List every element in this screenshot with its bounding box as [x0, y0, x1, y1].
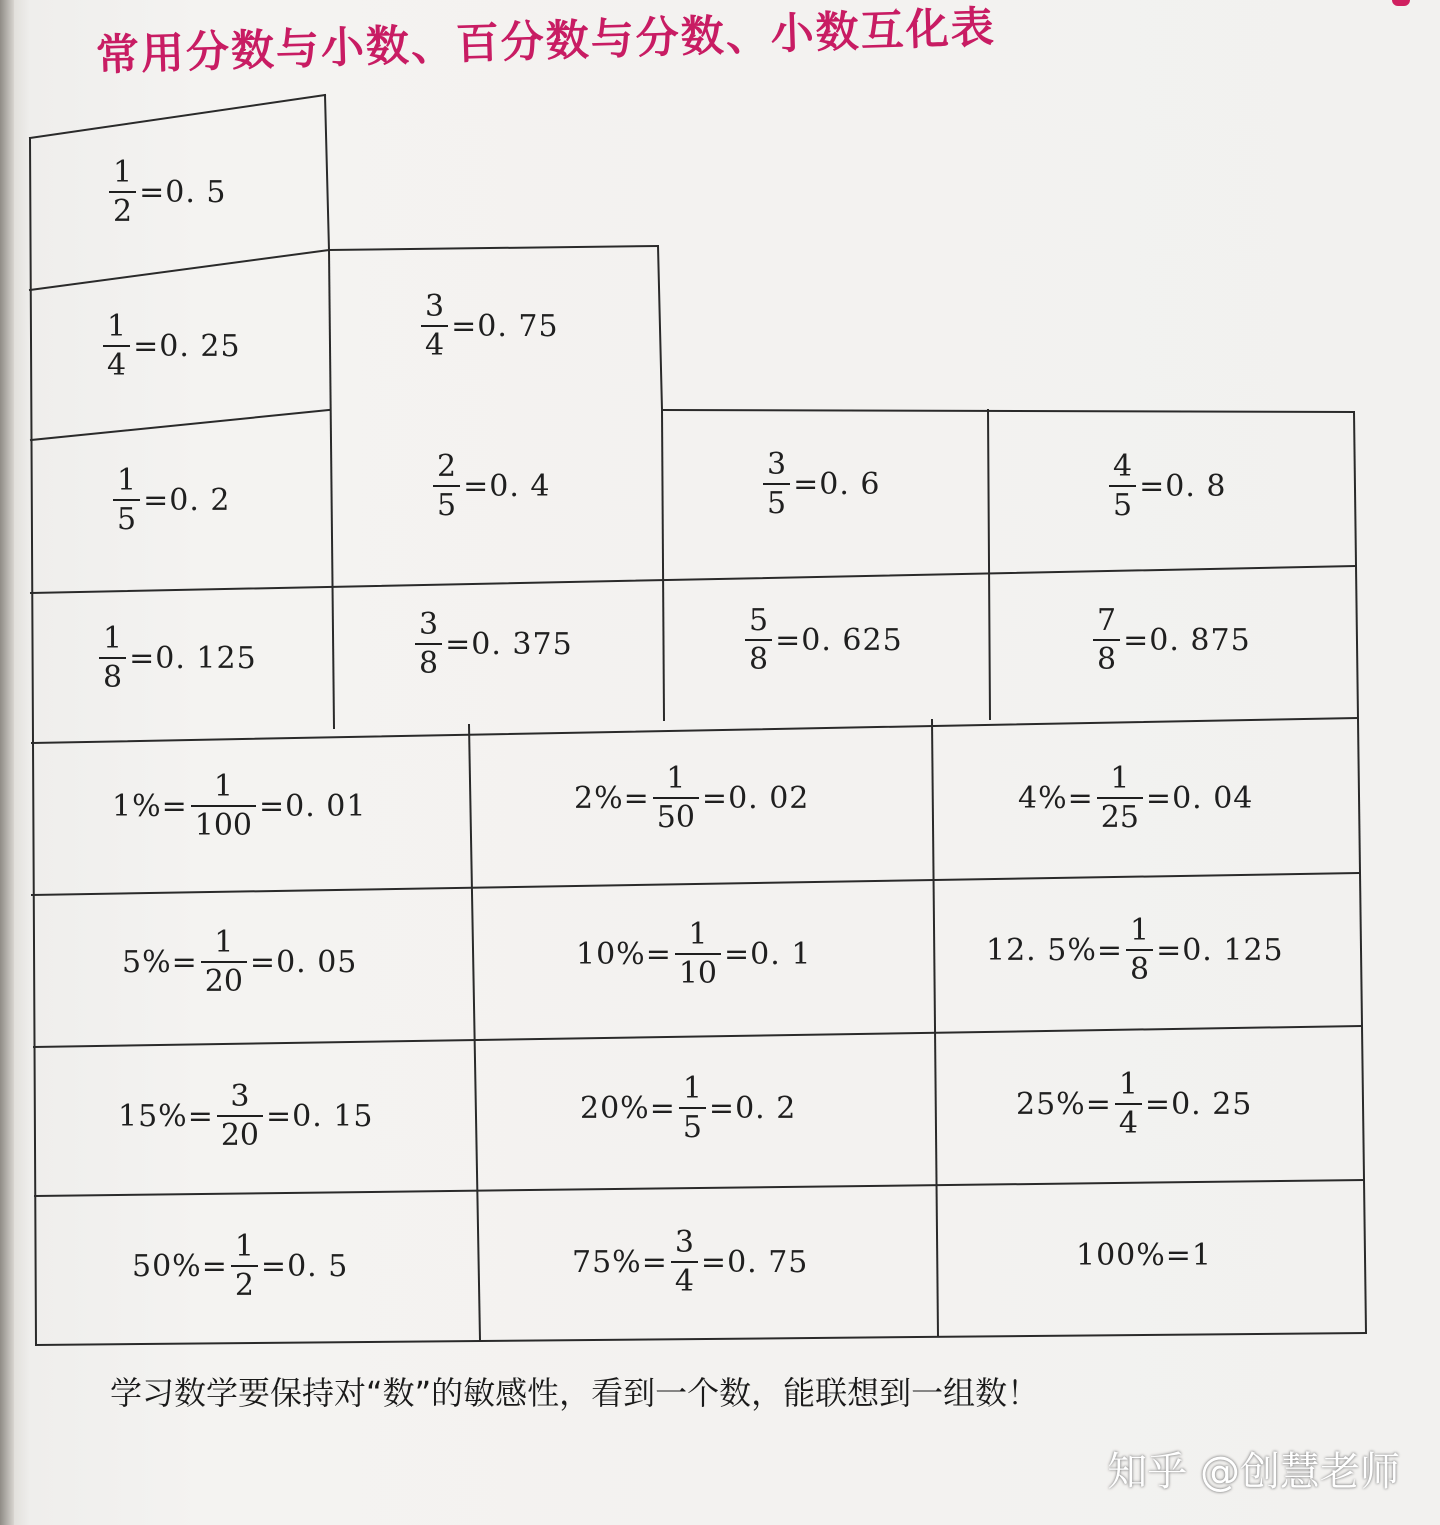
decimal-value: 0. 01	[285, 789, 367, 824]
equals-sign: =	[129, 641, 156, 676]
equals-sign: =	[641, 1245, 668, 1280]
equals-sign: =	[1165, 1238, 1192, 1273]
fraction	[191, 769, 256, 843]
equals-sign: =	[700, 1245, 728, 1280]
denominator: 2	[231, 1265, 258, 1301]
grid-line	[31, 566, 1355, 593]
numerator: 3	[767, 447, 787, 482]
denominator: 8	[99, 657, 126, 693]
fraction	[745, 603, 772, 677]
numerator: 1	[103, 621, 123, 656]
percent-cell	[986, 913, 1284, 987]
fraction	[109, 155, 136, 229]
denominator: 5	[1109, 485, 1136, 521]
numerator: 1	[1129, 913, 1150, 948]
denominator: 8	[1126, 949, 1153, 985]
grid-line	[329, 250, 334, 728]
equals-sign: =	[1096, 933, 1123, 968]
equals-sign: =	[1145, 781, 1173, 816]
percent-value: 75%	[572, 1245, 642, 1280]
equals-sign: =	[701, 781, 729, 816]
percent-cell	[1016, 1067, 1253, 1141]
fraction	[103, 309, 130, 383]
fraction	[99, 621, 126, 695]
fraction-cell	[760, 447, 881, 521]
percent-value: 50%	[132, 1249, 202, 1284]
equals-sign: =	[793, 467, 820, 502]
decimal-value: 0. 15	[292, 1099, 374, 1134]
grid-line	[36, 1333, 1366, 1345]
fraction	[1126, 913, 1153, 987]
fraction-cell	[430, 449, 551, 523]
denominator: 8	[415, 643, 442, 679]
denominator: 20	[217, 1115, 263, 1151]
numerator: 3	[419, 607, 439, 642]
equals-sign: =	[1139, 469, 1166, 504]
denominator: 8	[1093, 639, 1120, 675]
equals-sign: =	[187, 1099, 214, 1134]
equals-sign: =	[249, 945, 277, 980]
percent-value: 10%	[576, 937, 646, 972]
grid-line	[988, 410, 990, 719]
numerator: 5	[749, 603, 769, 638]
fraction-cell	[742, 603, 903, 677]
grid-line	[662, 410, 1354, 412]
fraction	[1109, 449, 1136, 523]
decimal-value: 0. 25	[1171, 1087, 1253, 1122]
denominator: 2	[109, 191, 136, 227]
equals-sign: =	[259, 789, 286, 824]
decimal-value: 0. 125	[155, 641, 257, 676]
decimal-value: 0. 1	[750, 937, 812, 972]
fraction-cell	[418, 289, 559, 363]
grid-line	[31, 410, 329, 440]
numerator: 4	[1113, 449, 1133, 484]
equals-sign: =	[171, 945, 198, 980]
denominator: 4	[103, 345, 130, 381]
percent-value: 12. 5%	[986, 933, 1097, 968]
equals-sign: =	[1156, 933, 1183, 968]
numerator: 2	[437, 449, 457, 484]
fraction	[1093, 603, 1120, 677]
percent-cell	[580, 1071, 797, 1145]
decimal-value: 0. 125	[1182, 933, 1284, 968]
fraction	[231, 1229, 258, 1303]
denominator: 5	[113, 499, 140, 535]
fraction	[1097, 761, 1143, 835]
percent-value: 15%	[118, 1099, 188, 1134]
grid-line	[35, 1180, 1364, 1196]
fraction	[679, 1071, 706, 1145]
grid-line	[30, 138, 36, 1345]
percent-value: 25%	[1016, 1087, 1086, 1122]
decimal-value: 0. 5	[287, 1249, 349, 1284]
footer-note: 学习数学要保持对“数”的敏感性，看到一个数，能联想到一组数！	[110, 1374, 1040, 1412]
equals-sign: =	[201, 1249, 228, 1284]
equals-sign: =	[724, 937, 751, 972]
numerator: 1	[213, 769, 233, 804]
equals-sign: =	[645, 937, 672, 972]
percent-cell	[132, 1229, 349, 1303]
decimal-value: 1	[1191, 1238, 1213, 1273]
equals-sign: =	[266, 1099, 293, 1134]
equals-sign: =	[445, 627, 472, 662]
denominator: 4	[1115, 1103, 1142, 1139]
grid-line	[32, 873, 1358, 895]
percent-cell	[118, 1079, 374, 1153]
grid-line	[932, 720, 938, 1336]
decimal-value: 0. 4	[489, 469, 551, 504]
fraction	[433, 449, 460, 523]
grid-line	[469, 725, 480, 1340]
decimal-value: 0. 75	[477, 309, 559, 344]
decimal-value: 0. 25	[159, 329, 241, 364]
fraction-cell	[110, 463, 231, 537]
fraction	[415, 607, 442, 681]
decimal-value: 0. 5	[165, 175, 227, 210]
decimal-value: 0. 2	[169, 483, 231, 518]
decimal-value: 0. 04	[1172, 781, 1254, 816]
equals-sign: =	[775, 623, 802, 658]
fraction	[1115, 1067, 1142, 1141]
percent-cell	[574, 761, 810, 835]
percent-cell	[112, 769, 367, 843]
percent-cell	[572, 1225, 809, 1299]
grid-line	[34, 1026, 1361, 1047]
equals-sign: =	[451, 309, 478, 344]
grid-line	[32, 718, 1357, 743]
denominator: 5	[433, 485, 460, 521]
fraction	[653, 761, 699, 835]
grid-line	[658, 246, 662, 410]
percent-cell	[1076, 1238, 1212, 1273]
equals-sign: =	[623, 781, 650, 816]
percent-value: 1%	[112, 789, 162, 824]
fraction-cell	[96, 621, 257, 695]
decimal-value: 0. 625	[801, 623, 903, 658]
denominator: 50	[653, 797, 699, 833]
numerator: 1	[214, 925, 234, 960]
fraction	[113, 463, 140, 537]
grid-line	[325, 95, 329, 250]
denominator: 8	[745, 639, 772, 675]
equals-sign: =	[1123, 623, 1150, 658]
numerator: 1	[682, 1071, 702, 1106]
fraction	[675, 917, 721, 991]
numerator: 1	[666, 761, 686, 796]
decimal-value: 0. 8	[1165, 469, 1227, 504]
percent-value: 4%	[1018, 781, 1068, 816]
decimal-value: 0. 2	[735, 1091, 797, 1126]
numerator: 3	[674, 1225, 694, 1260]
decimal-value: 0. 6	[819, 467, 881, 502]
fraction-cell	[100, 309, 241, 383]
denominator: 25	[1097, 797, 1143, 833]
denominator: 5	[763, 483, 790, 519]
equals-sign: =	[260, 1249, 288, 1284]
equals-sign: =	[463, 469, 490, 504]
percent-value: 2%	[574, 781, 624, 816]
denominator: 10	[675, 953, 721, 989]
grid-line	[329, 246, 658, 250]
numerator: 1	[1118, 1067, 1138, 1102]
percent-cell	[122, 925, 358, 999]
equals-sign: =	[143, 483, 170, 518]
decimal-value: 0. 02	[728, 781, 810, 816]
fraction-cell	[1106, 449, 1227, 523]
equals-sign: =	[1085, 1087, 1112, 1122]
fraction	[763, 447, 790, 521]
fraction	[201, 925, 247, 999]
fraction-cell	[1090, 603, 1251, 677]
equals-sign: =	[1144, 1087, 1172, 1122]
fraction-cell	[106, 155, 227, 229]
denominator: 4	[671, 1261, 698, 1297]
percent-value: 5%	[122, 945, 172, 980]
numerator: 1	[234, 1229, 254, 1264]
denominator: 20	[201, 961, 247, 997]
fraction	[217, 1079, 263, 1153]
decimal-value: 0. 75	[727, 1245, 809, 1280]
percent-cell	[576, 917, 812, 991]
equals-sign: =	[161, 789, 188, 824]
numerator: 1	[107, 309, 127, 344]
denominator: 4	[421, 325, 448, 361]
equals-sign: =	[139, 175, 166, 210]
numerator: 3	[230, 1079, 250, 1114]
numerator: 3	[425, 289, 445, 324]
percent-value: 100%	[1076, 1238, 1166, 1273]
fraction-cell	[412, 607, 573, 681]
numerator: 7	[1097, 603, 1117, 638]
watermark: 知乎 @创慧老师	[1107, 1449, 1400, 1495]
numerator: 1	[1110, 761, 1130, 796]
percent-cell	[1018, 761, 1254, 835]
percent-value: 20%	[580, 1091, 650, 1126]
numerator: 1	[688, 917, 708, 952]
numerator: 1	[113, 155, 133, 190]
equals-sign: =	[1067, 781, 1094, 816]
fraction	[671, 1225, 698, 1299]
page-title: 常用分数与小数、百分数与分数、小数互化表	[95, 2, 997, 81]
grid-line	[30, 95, 325, 138]
decimal-value: 0. 05	[276, 945, 358, 980]
numerator: 1	[117, 463, 137, 498]
denominator: 100	[191, 805, 256, 841]
equals-sign: =	[133, 329, 160, 364]
grid-line	[30, 250, 329, 290]
fraction	[421, 289, 448, 363]
equals-sign: =	[708, 1091, 736, 1126]
equals-sign: =	[649, 1091, 676, 1126]
decimal-value: 0. 875	[1149, 623, 1251, 658]
decimal-value: 0. 375	[471, 627, 573, 662]
denominator: 5	[679, 1107, 706, 1143]
grid-line	[662, 410, 664, 720]
